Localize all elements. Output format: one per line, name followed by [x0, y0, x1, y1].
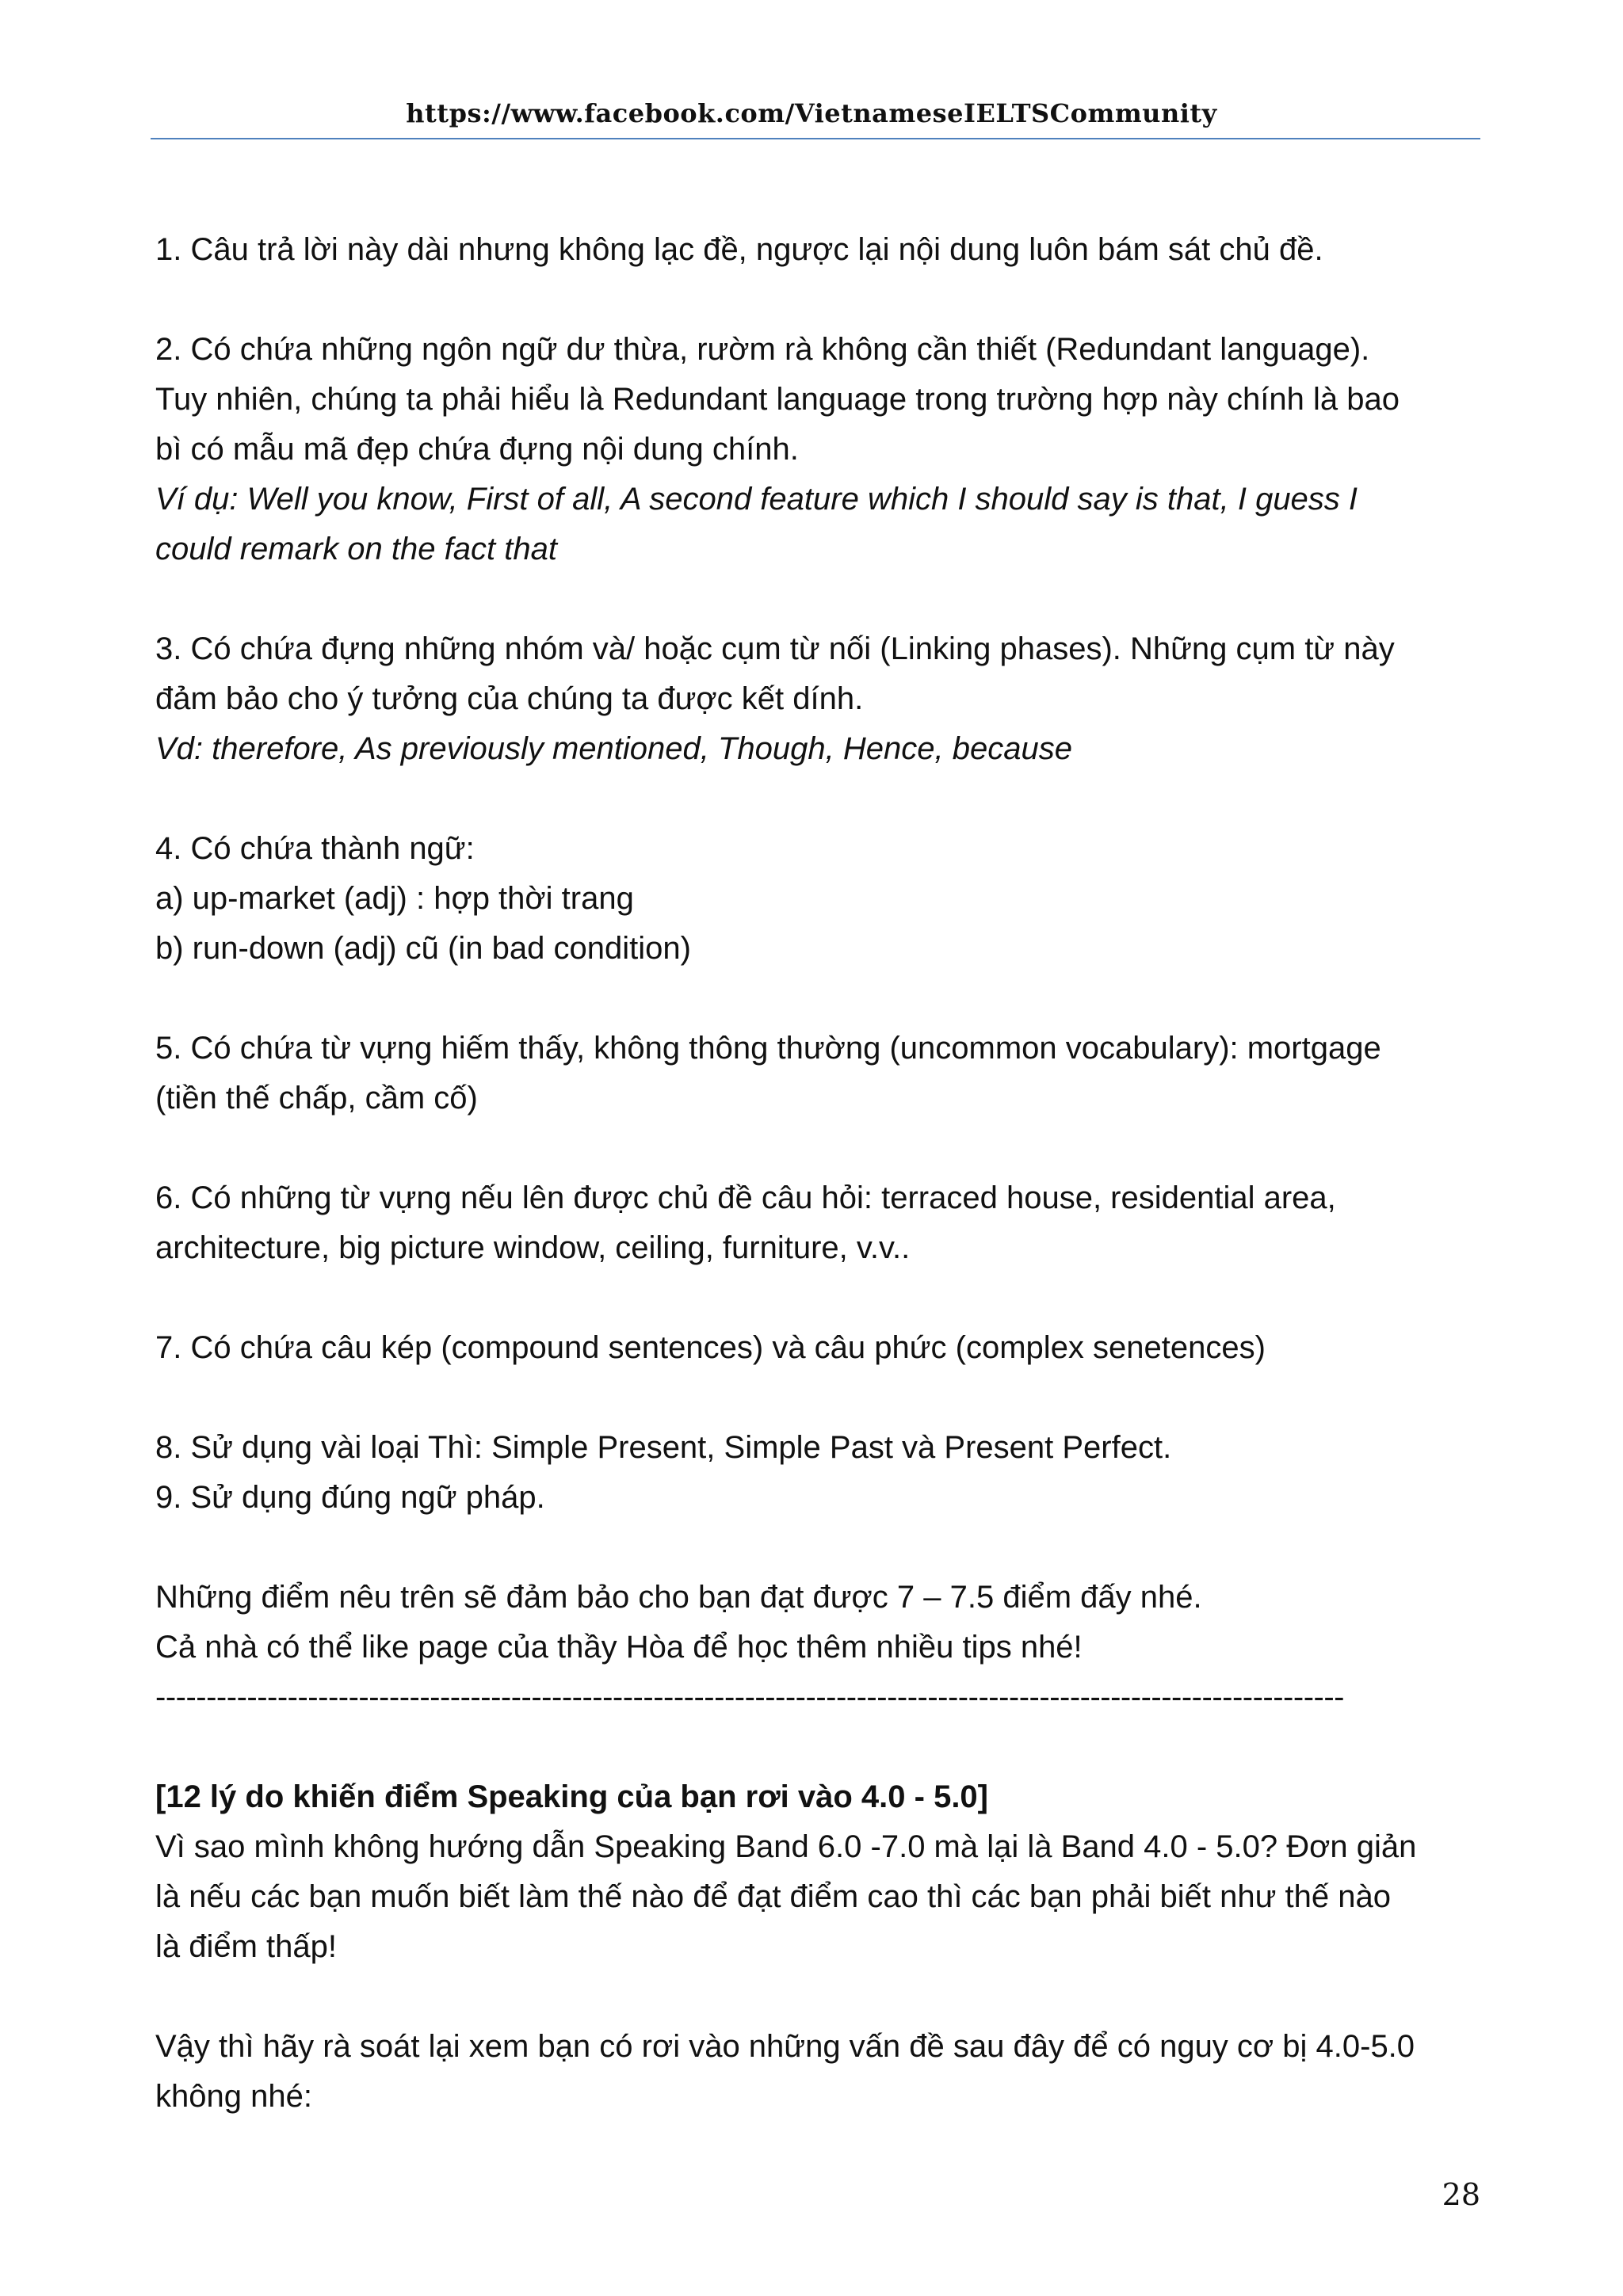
- point-7: 7. Có chứa câu kép (compound sentences) và câu phức (complex senetences): [155, 1330, 1266, 1365]
- point-3-line-1: 3. Có chứa đựng những nhóm và/ hoặc cụm từ nối (Linking phases). Những cụm từ này: [155, 631, 1395, 666]
- page-body: [155, 225, 1495, 2122]
- point-2-example-line-2: could remark on the fact that: [155, 532, 557, 566]
- spacer: [155, 574, 1495, 624]
- point-6-line-1: 6. Có những từ vựng nếu lên được chủ đề câu hỏi: terraced house, residential area,: [155, 1180, 1336, 1215]
- spacer: [155, 1523, 1495, 1573]
- point-2-line-1: 2. Có chứa những ngôn ngữ dư thừa, rườm rà không cần thiết (Redundant language).: [155, 332, 1370, 367]
- check-line-1: Vậy thì hãy rà soát lại xem bạn có rơi vào những vấn đề sau đây để có nguy cơ bị 4.0-5.0: [155, 2029, 1415, 2064]
- point-6-line-2: architecture, big picture window, ceiling, furniture, v.v..: [155, 1230, 911, 1265]
- intro-line-1: Vì sao mình không hướng dẫn Speaking Band 6.0 -7.0 mà lại là Band 4.0 - 5.0? Đơn giản: [155, 1829, 1417, 1864]
- point-2-line-3: bì có mẫu mã đẹp chứa đựng nội dung chính.: [155, 432, 799, 467]
- spacer: [155, 1373, 1495, 1423]
- spacer: [155, 774, 1495, 824]
- point-8: 8. Sử dụng vài loại Thì: Simple Present, Simple Past và Present Perfect.: [155, 1430, 1172, 1465]
- point-9: 9. Sử dụng đúng ngữ pháp.: [155, 1480, 545, 1515]
- check-line-2: không nhé:: [155, 2079, 312, 2114]
- point-4-line-1: 4. Có chứa thành ngữ:: [155, 831, 475, 866]
- header-divider: [151, 138, 1480, 139]
- intro-line-2: là nếu các bạn muốn biết làm thế nào để đạt điểm cao thì các bạn phải biết như thế nào: [155, 1879, 1391, 1914]
- summary-line-1: Những điểm nêu trên sẽ đảm bảo cho bạn đạt được 7 – 7.5 điểm đấy nhé.: [155, 1580, 1202, 1615]
- point-2-line-2: Tuy nhiên, chúng ta phải hiểu là Redundant language trong trường hợp này chính là bao: [155, 382, 1400, 417]
- spacer: [155, 974, 1495, 1024]
- header-url: https://www.facebook.com/VietnameseIELTSCommunity: [406, 98, 1217, 128]
- point-4-line-2: a) up-market (adj) : hợp thời trang: [155, 881, 634, 916]
- spacer: [155, 275, 1495, 325]
- point-2-example-line-1: Ví dụ: Well you know, First of all, A second feature which I should say is that, I guess I: [155, 482, 1358, 517]
- spacer: [155, 1273, 1495, 1323]
- spacer: [155, 1972, 1495, 2022]
- point-3-line-2: đảm bảo cho ý tưởng của chúng ta được kết dính.: [155, 681, 864, 716]
- summary-line-2: Cả nhà có thể like page của thầy Hòa để học thêm nhiều tips nhé!: [155, 1630, 1083, 1665]
- page-number: 28: [1442, 2177, 1480, 2212]
- point-3-example: Vd: therefore, As previously mentioned, Though, Hence, because: [155, 731, 1072, 766]
- spacer: [155, 1722, 1495, 1772]
- point-5-line-2: (tiền thế chấp, cầm cố): [155, 1081, 478, 1116]
- section-title: [12 lý do khiến điểm Speaking của bạn rơi vào 4.0 - 5.0]: [155, 1779, 988, 1814]
- point-5-line-1: 5. Có chứa từ vựng hiếm thấy, không thông thường (uncommon vocabulary): mortgage: [155, 1031, 1381, 1066]
- point-1: 1. Câu trả lời này dài nhưng không lạc đề, ngược lại nội dung luôn bám sát chủ đề.: [155, 232, 1323, 267]
- dashed-divider: ---------------------------------------------------------------------------------------------------------------------: [155, 1680, 1344, 1714]
- spacer: [155, 1123, 1495, 1173]
- point-4-line-3: b) run-down (adj) cũ (in bad condition): [155, 931, 691, 966]
- intro-line-3: là điểm thấp!: [155, 1929, 338, 1964]
